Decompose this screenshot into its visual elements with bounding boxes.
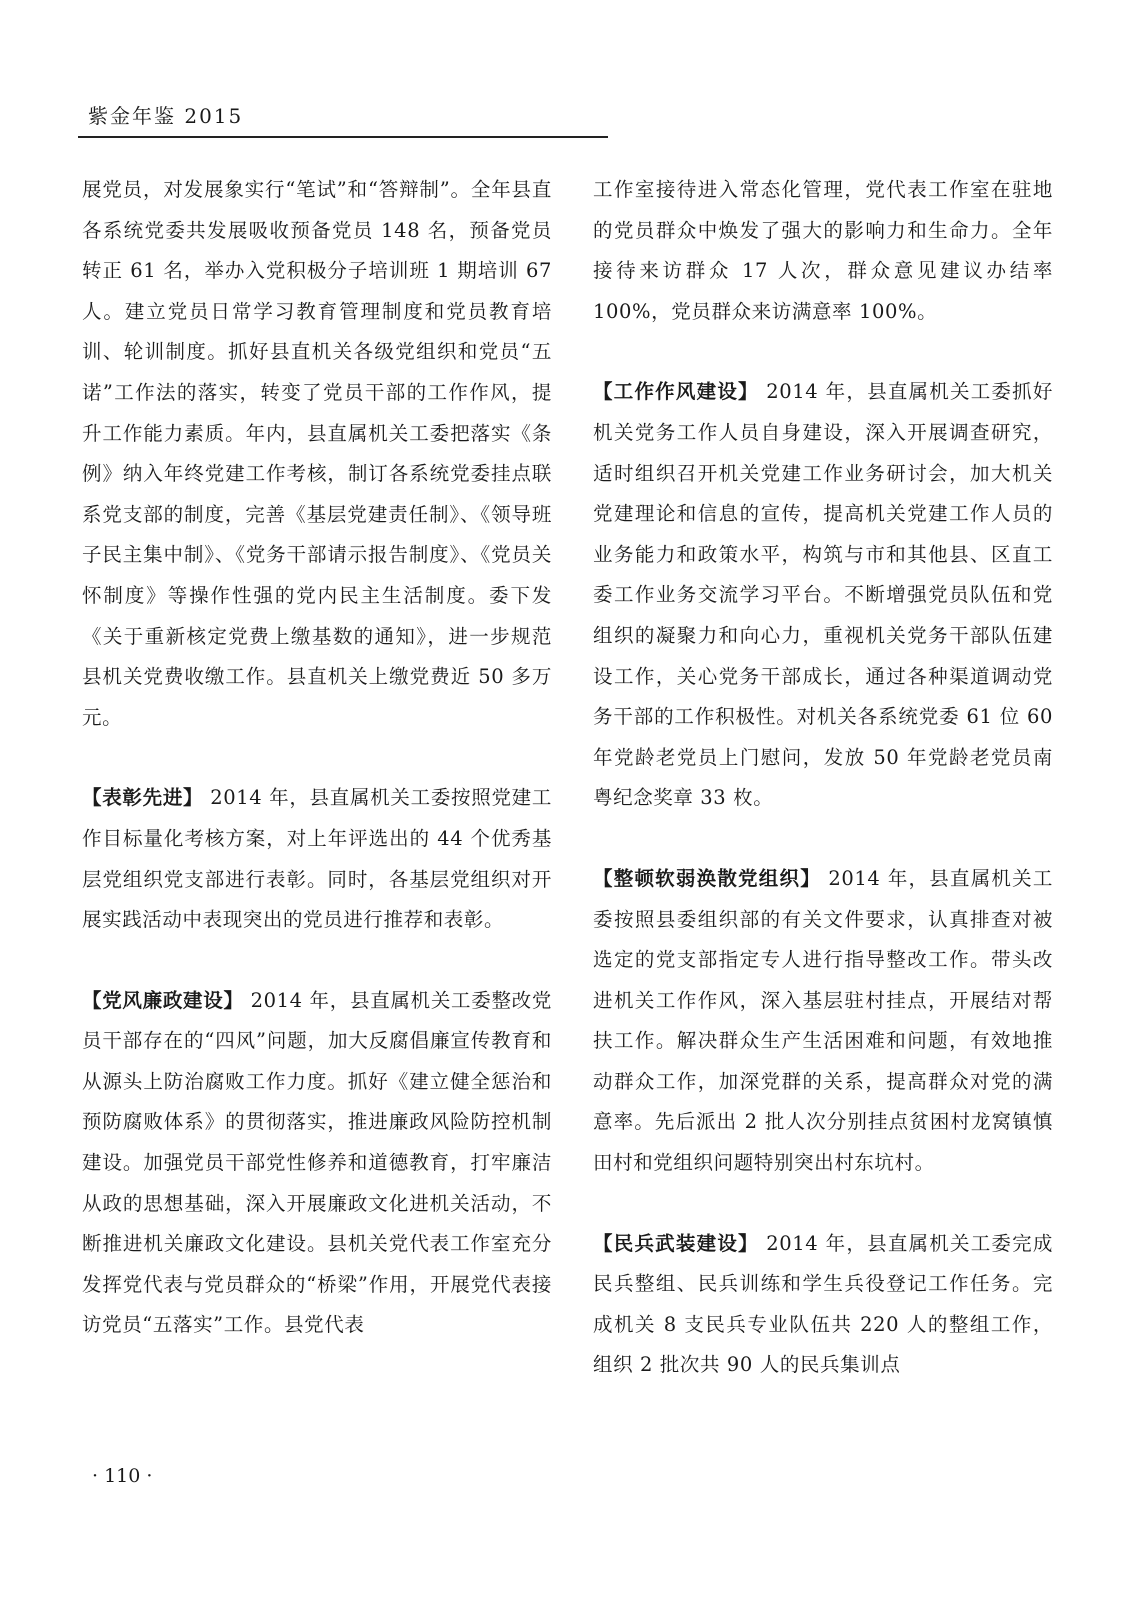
header-rule	[78, 136, 608, 138]
paragraph-text: 2014 年，县直属机关工委按照党建工作目标量化考核方案，对上年评选出的 44 个优秀基层党组织党支部进行表彰。同时，各基层党组织对开展实践活动中表现突出的党员进行推荐和表彰。	[82, 786, 552, 932]
paragraph-text: 工作室接待进入常态化管理，党代表工作室在驻地的党员群众中焕发了强大的影响力和生命力。全年接待来访群众 17 人次，群众意见建议办结率 100%，党员群众来访满意率 100%。	[593, 178, 1053, 323]
paragraph	[593, 372, 1053, 819]
running-head: 紫金年鉴 2015	[88, 104, 244, 128]
paragraph	[82, 981, 552, 1346]
section-heading: 【工作作风建设】	[593, 380, 759, 404]
section-heading: 【整顿软弱涣散党组织】	[593, 866, 821, 890]
paragraph-text: 2014 年，县直属机关工委完成民兵整组、民兵训练和学生兵役登记工作任务。完成机关 8 支民兵专业队伍共 220 人的整组工作，组织 2 批次共 90 人的民兵集训点	[593, 1231, 1053, 1377]
section-heading: 【民兵武装建设】	[593, 1231, 759, 1255]
paragraph	[593, 1224, 1053, 1386]
left-column	[82, 170, 552, 1346]
page-number: · 110 ·	[92, 1465, 153, 1487]
right-column	[593, 170, 1053, 1386]
section-heading: 【表彰先进】	[82, 786, 204, 810]
paragraph	[82, 778, 552, 940]
paragraph-text: 2014 年，县直属机关工委按照县委组织部的有关文件要求，认真排查对被选定的党支部指定专人进行指导整改工作。带头改进机关工作作风，深入基层驻村挂点，开展结对帮扶工作。解决群众生产生活困难和问题，有效地推动群众工作，加深党群的关系，提高群众对党的满意率。先后派出 2 批人次分别挂点贫困村龙窝镇慎田村和党组织问题特别突出村东坑村。	[593, 866, 1053, 1175]
section-heading: 【党风廉政建设】	[82, 988, 244, 1012]
paragraph-text: 2014 年，县直属机关工委整改党员干部存在的“四风”问题，加大反腐倡廉宣传教育和从源头上防治腐败工作力度。抓好《建立健全惩治和预防腐败体系》的贯彻落实，推进廉政风险防控机制建设。加强党员干部党性修养和道德教育，打牢廉洁从政的思想基础，深入开展廉政文化进机关活动，不断推进机关廉政文化建设。县机关党代表工作室充分发挥党代表与党员群众的“桥梁”作用，开展党代表接访党员“五落实”工作。县党代表	[82, 988, 552, 1337]
paragraph-text: 展党员，对发展象实行“笔试”和“答辩制”。全年县直各系统党委共发展吸收预备党员 148 名，预备党员转正 61 名，举办入党积极分子培训班 1 期培训 67 人。建立党员日常学习教育管理制度和党员教育培训、轮训制度。抓好县直机关各级党组织和党员“五诺”工作法的落实，转变了党员干部的工作作风，提升工作能力素质。年内，县直属机关工委把落实《条例》纳入年终党建工作考核，制订各系统党委挂点联系党支部的制度，完善《基层党建责任制》、《领导班子民主集中制》、《党务干部请示报告制度》、《党员关怀制度》等操作性强的党内民主生活制度。委下发《关于重新核定党费上缴基数的通知》，进一步规范县机关党费收缴工作。县直机关上缴党费近 50 多万元。	[82, 178, 552, 729]
paragraph	[593, 170, 1053, 332]
paragraph	[82, 170, 552, 738]
paragraph-text: 2014 年，县直属机关工委抓好机关党务工作人员自身建设，深入开展调查研究，适时组织召开机关党建工作业务研讨会，加大机关党建理论和信息的宣传，提高机关党建工作人员的业务能力和政策水平，构筑与市和其他县、区直工委工作业务交流学习平台。不断增强党员队伍和党组织的凝聚力和向心力，重视机关党务干部队伍建设工作，关心党务干部成长，通过各种渠道调动党务干部的工作积极性。对机关各系统党委 61 位 60 年党龄老党员上门慰问，发放 50 年党龄老党员南粤纪念奖章 33 枚。	[593, 380, 1053, 810]
paragraph	[593, 859, 1053, 1184]
